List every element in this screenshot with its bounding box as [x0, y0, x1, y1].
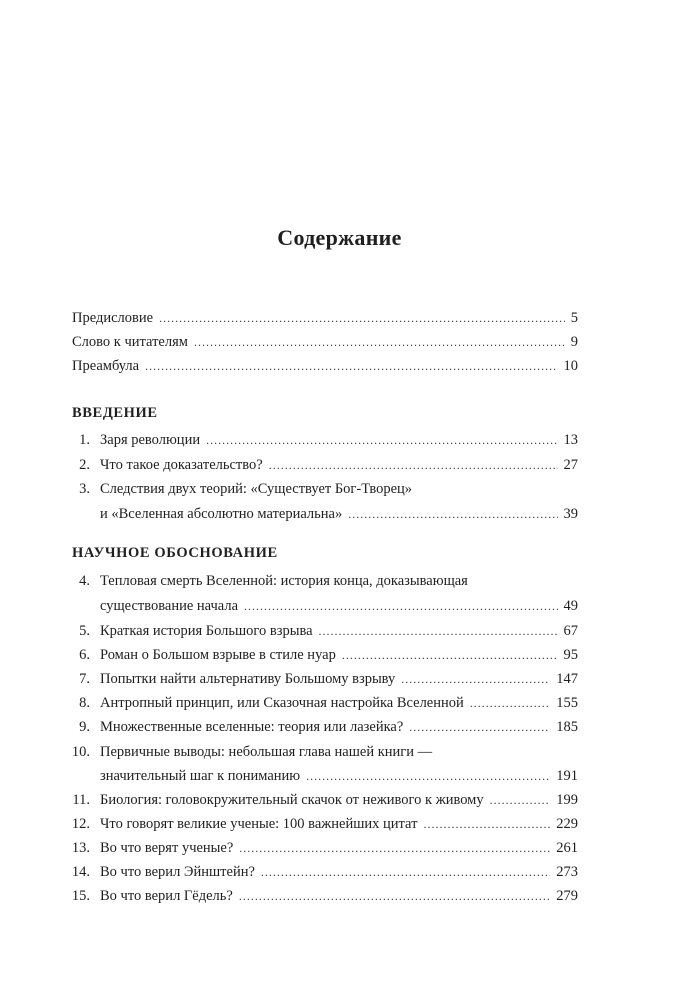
- toc-entry-chapter-title: Биология: головокружительный скачок от неживого к живому: [100, 792, 484, 808]
- dot-leader: [239, 887, 550, 905]
- dot-leader: [145, 357, 557, 375]
- toc-entry-front-title: Слово к читателям: [72, 334, 188, 350]
- dot-leader: [239, 839, 550, 857]
- toc-entry-chapter-title: Во что верил Эйнштейн?: [100, 864, 255, 880]
- dot-leader: [306, 767, 550, 785]
- toc-entry-front-page-number: 5: [570, 310, 578, 326]
- toc-entry-chapter-title: Роман о Большом взрыве в стиле нуар: [100, 647, 336, 663]
- toc-entry-chapter: [100, 839, 578, 857]
- dot-leader: [342, 646, 558, 664]
- toc-entry-front-title: Преамбула: [72, 358, 140, 374]
- toc-entry-chapter-page-number: 199: [556, 792, 578, 808]
- dot-leader: [269, 456, 558, 474]
- toc-entry-chapter-page-number: 279: [556, 888, 578, 904]
- chapter-number: 6.: [79, 647, 90, 663]
- toc-entry-chapter-page-number: 39: [563, 506, 578, 522]
- toc-entry-chapter: [100, 505, 578, 523]
- dot-leader: [319, 622, 558, 640]
- chapter-number: 11.: [72, 792, 90, 808]
- toc-entry-chapter-title: существование начала: [100, 598, 239, 614]
- toc-entry-chapter: [100, 887, 578, 905]
- toc-entry-chapter-title: Тепловая смерть Вселенной: история конца, доказывающая: [100, 573, 468, 589]
- chapter-number: 1.: [79, 432, 90, 448]
- toc-entry-front: [72, 309, 578, 327]
- chapter-number: 4.: [79, 573, 90, 589]
- toc-entry-chapter-title: Попытки найти альтернативу Большому взрыву: [100, 671, 396, 687]
- dot-leader: [401, 670, 550, 688]
- toc-entry-chapter-page-number: 229: [556, 816, 578, 832]
- toc-entry-chapter: [100, 718, 578, 736]
- toc-entry-chapter: [100, 646, 578, 664]
- dot-leader: [194, 333, 565, 351]
- toc-entry-chapter-title: Во что верят ученые?: [100, 840, 234, 856]
- dot-leader: [206, 431, 557, 449]
- toc-entry-front-page-number: 10: [563, 358, 578, 374]
- chapter-number: 15.: [71, 888, 90, 904]
- toc-entry-chapter-page-number: 261: [556, 840, 578, 856]
- toc-entry-chapter: [100, 597, 578, 615]
- chapter-number: 5.: [79, 623, 90, 639]
- toc-entry-chapter-title: Во что верил Гёдель?: [100, 888, 233, 904]
- toc-entry-chapter-title: Следствия двух теорий: «Существует Бог-Творец»: [100, 481, 413, 497]
- toc-entry-chapter: [100, 694, 578, 712]
- page-title: Содержание: [277, 224, 402, 250]
- toc-entry-chapter-page-number: 273: [556, 864, 578, 880]
- toc-entry-chapter-page-number: 49: [563, 598, 578, 614]
- toc-entry-front-page-number: 9: [570, 334, 578, 350]
- toc-entry-front-title: Предисловие: [72, 310, 154, 326]
- toc-entry-chapter: [100, 863, 578, 881]
- toc-entry-chapter-page-number: 155: [556, 695, 578, 711]
- toc-entry-chapter-title: Первичные выводы: небольшая глава нашей книги —: [100, 744, 433, 760]
- toc-entry-chapter: [100, 431, 578, 449]
- toc-entry-front: [72, 357, 578, 375]
- toc-entry-chapter-title: Что такое доказательство?: [100, 457, 263, 473]
- toc-entry-chapter-page-number: 147: [556, 671, 578, 687]
- dot-leader: [470, 694, 550, 712]
- dot-leader: [409, 718, 550, 736]
- chapter-number: 10.: [71, 744, 90, 760]
- toc-entry-chapter-title: Краткая история Большого взрыва: [100, 623, 313, 639]
- dot-leader: [348, 505, 557, 523]
- toc-entry-chapter-title: Что говорят великие ученые: 100 важнейших цитат: [100, 816, 418, 832]
- chapter-number: 12.: [71, 816, 90, 832]
- toc-entry-chapter: [100, 670, 578, 688]
- toc-entry-chapter: [100, 791, 578, 809]
- toc-entry-chapter-page-number: 27: [563, 457, 578, 473]
- chapter-number: 8.: [79, 695, 90, 711]
- section-heading: НАУЧНОЕ ОБОСНОВАНИЕ: [72, 545, 278, 561]
- dot-leader: [244, 597, 557, 615]
- toc-entry-chapter-title: Множественные вселенные: теория или лазейка?: [100, 719, 404, 735]
- toc-entry-chapter-title: значительный шаг к пониманию: [100, 768, 301, 784]
- chapter-number: 2.: [79, 457, 90, 473]
- chapter-number: 9.: [79, 719, 90, 735]
- toc-entry-chapter-title: и «Вселенная абсолютно материальна»: [100, 506, 343, 522]
- toc-entry-chapter: [100, 622, 578, 640]
- dot-leader: [423, 815, 550, 833]
- toc-entry-chapter-page-number: 67: [563, 623, 578, 639]
- toc-entry-chapter-page-number: 13: [563, 432, 578, 448]
- toc-entry-chapter: [100, 815, 578, 833]
- toc-entry-chapter-title: Заря революции: [100, 432, 201, 448]
- toc-entry-chapter-page-number: 185: [556, 719, 578, 735]
- toc-entry-chapter-page-number: 95: [563, 647, 578, 663]
- chapter-number: 3.: [79, 481, 90, 497]
- toc-entry-front: [72, 333, 578, 351]
- dot-leader: [261, 863, 550, 881]
- chapter-number: 14.: [71, 864, 90, 880]
- chapter-number: 13.: [71, 840, 90, 856]
- toc-entry-chapter: [100, 767, 578, 785]
- dot-leader: [159, 309, 565, 327]
- dot-leader: [490, 791, 551, 809]
- section-heading: ВВЕДЕНИЕ: [72, 405, 158, 421]
- toc-entry-chapter: [100, 456, 578, 474]
- toc-entry-chapter-title: Антропный принцип, или Сказочная настройка Вселенной: [100, 695, 464, 711]
- toc-entry-chapter-page-number: 191: [556, 768, 578, 784]
- chapter-number: 7.: [79, 671, 90, 687]
